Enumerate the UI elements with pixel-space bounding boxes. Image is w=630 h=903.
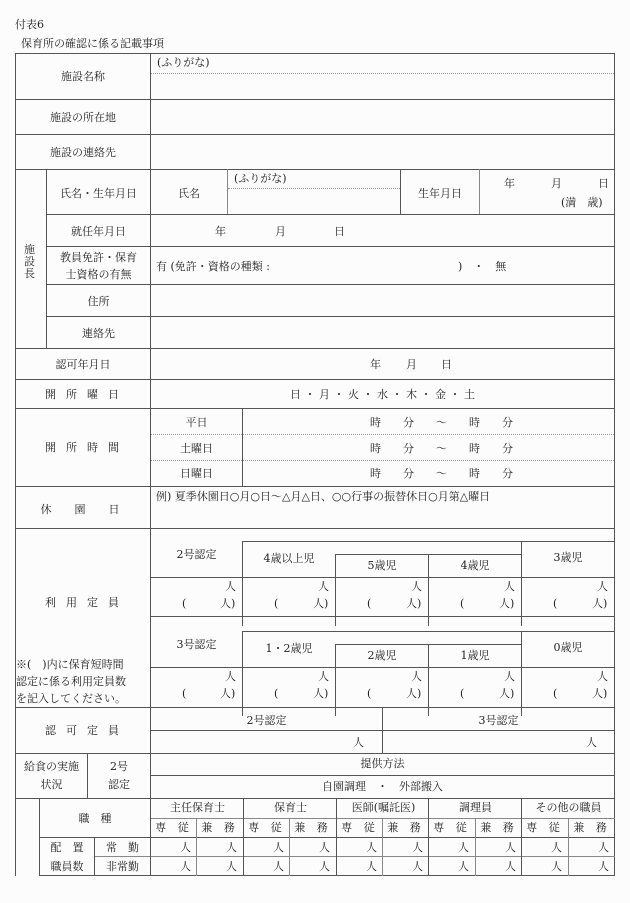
dob-year: 年: [504, 177, 515, 190]
staff-unit: 人: [598, 860, 609, 873]
capacity-unit: 人: [318, 670, 329, 683]
staff-unit: 人: [412, 841, 423, 854]
staff-count-input[interactable]: [291, 839, 317, 855]
closed-days-example[interactable]: 例) 夏季休園日○月○日～△月△日、○○行事の振替休日○月第△曜日: [156, 490, 491, 503]
capacity-paren-open: (: [460, 597, 465, 610]
director-address-field[interactable]: [152, 286, 612, 315]
open-hours-value[interactable]: 時 分 ～ 時 分: [370, 467, 513, 480]
staff-unit: 人: [412, 860, 423, 873]
row-line: [15, 134, 615, 135]
job-type-label: 職 種: [78, 812, 112, 825]
license-label-line1: 教員免許・保育: [60, 251, 137, 264]
row-line: [150, 616, 615, 617]
row-line: [150, 775, 615, 776]
approved-cert3-unit: 人: [586, 736, 597, 749]
capacity-age-label: 3歳児: [553, 551, 583, 564]
capacity-paren-open: (: [367, 687, 372, 700]
staff-unit: 人: [319, 841, 330, 854]
staff-unit: 人: [458, 841, 469, 854]
dob-month: 月: [551, 177, 562, 190]
capacity-unit: 人: [318, 580, 329, 593]
approval-day: 日: [441, 358, 452, 371]
row-line: [46, 284, 615, 285]
cell-line: [479, 169, 480, 215]
facility-name-field[interactable]: [152, 75, 612, 98]
staff-unit: 人: [505, 841, 516, 854]
closed-days-label: 休 園 日: [40, 503, 126, 516]
capacity-input[interactable]: [152, 668, 222, 684]
capacity-input[interactable]: [430, 578, 501, 594]
director-address-label: 住所: [87, 295, 110, 308]
capacity-short-hours-unit: 人): [313, 597, 329, 610]
capacity-short-hours-input[interactable]: [561, 686, 590, 701]
part-duty-label: 兼 務: [201, 821, 239, 834]
capacity-paren-open: (: [367, 597, 372, 610]
capacity-unit: 人: [504, 580, 515, 593]
director-name-label: 氏名: [178, 187, 200, 200]
meals-method-label: 提供方法: [360, 757, 405, 770]
capacity-cert-label: 2号認定: [176, 548, 217, 561]
capacity-unit: 人: [504, 670, 515, 683]
row-line: [15, 379, 615, 380]
staff-count-input[interactable]: [430, 839, 456, 855]
capacity-cert-label: 3号認定: [176, 638, 217, 651]
row-line: [46, 246, 615, 247]
appointed-year: 年: [215, 225, 226, 238]
capacity-age-label: 4歳児: [460, 559, 490, 572]
capacity-short-hours-unit: 人): [406, 597, 422, 610]
capacity-short-hours-unit: 人): [220, 597, 236, 610]
part-duty-label: 兼 務: [294, 821, 332, 834]
meals-cert-line2: 認定: [108, 778, 130, 791]
staff-unit: 人: [273, 860, 284, 873]
capacity-input[interactable]: [337, 578, 408, 594]
capacity-short-hours-input[interactable]: [468, 686, 497, 701]
open-hours-value[interactable]: 時 分 ～ 時 分: [370, 442, 513, 455]
row-line: [242, 541, 615, 542]
row-line: [39, 837, 615, 838]
staff-count-input[interactable]: [198, 858, 224, 874]
furigana-divider: [228, 188, 400, 189]
row-line: [15, 486, 615, 487]
license-no-option[interactable]: ) ・ 無: [458, 260, 507, 273]
page-title: 保育所の確認に係る記載事項: [21, 37, 164, 50]
row-line: [15, 348, 615, 349]
job-type: 医師(嘱託医): [351, 801, 416, 814]
facility-contact-field[interactable]: [152, 136, 612, 168]
capacity-short-hours-unit: 人): [592, 687, 608, 700]
director-contact-label: 連絡先: [82, 327, 115, 340]
staff-count-input[interactable]: [338, 839, 364, 855]
row-line: [242, 631, 615, 632]
staff-unit: 人: [598, 841, 609, 854]
approved-capacity-label: 認可定員: [45, 724, 129, 737]
staff-count-input[interactable]: [477, 839, 503, 855]
capacity-short-hours-unit: 人): [592, 597, 608, 610]
staff-count-input[interactable]: [570, 858, 596, 874]
row-divider: [151, 460, 614, 461]
staff-unit: 人: [319, 860, 330, 873]
staff-count-input[interactable]: [384, 839, 410, 855]
capacity-short-hours-input[interactable]: [190, 596, 218, 611]
row-line: [94, 856, 615, 857]
staff-unit: 人: [226, 860, 237, 873]
appointed-label: 就任年月日: [71, 225, 126, 238]
capacity-note-line1: ※( )内に保育短時間: [16, 658, 124, 671]
director-name-field[interactable]: [229, 190, 399, 213]
regular-label: 常 勤: [106, 841, 139, 854]
staff-count-input[interactable]: [338, 858, 364, 874]
capacity-unit: 人: [597, 580, 608, 593]
capacity-paren-open: (: [182, 597, 187, 610]
row-divider: [151, 434, 614, 435]
capacity-short-hours-unit: 人): [499, 687, 515, 700]
full-time-label: 専 従: [433, 821, 471, 834]
appointed-month: 月: [275, 225, 286, 238]
staff-count-input[interactable]: [477, 858, 503, 874]
approval-month: 月: [406, 358, 417, 371]
capacity-short-hours-input[interactable]: [468, 596, 497, 611]
director-furigana-label: (ふりがな): [234, 172, 287, 185]
capacity-paren-open: (: [274, 687, 279, 700]
capacity-age-label: 1歳児: [460, 649, 490, 662]
capacity-note-line3: を記入してください。: [16, 692, 126, 705]
capacity-short-hours-unit: 人): [220, 687, 236, 700]
facility-address-label: 施設の所在地: [50, 111, 116, 124]
capacity-paren-open: (: [274, 597, 279, 610]
director-group-label: 施設長: [24, 243, 35, 280]
cell-line: [227, 169, 228, 215]
meals-method-value[interactable]: 自園調理 ・ 外部搬入: [322, 780, 443, 793]
staff-count-input[interactable]: [198, 839, 224, 855]
capacity-paren-open: (: [460, 687, 465, 700]
meals-label-line1: 給食の実施: [24, 760, 79, 773]
license-label-line2: 士資格の有無: [65, 268, 132, 281]
row-line: [15, 169, 615, 170]
row-line: [46, 214, 615, 215]
staff-count-input[interactable]: [570, 839, 596, 855]
open-hours-day: 日曜日: [180, 467, 213, 480]
open-days-label: 開所曜日: [45, 388, 129, 401]
row-line: [15, 798, 615, 799]
staff-count-label-line1: 配 置: [50, 841, 84, 854]
open-hours-day: 土曜日: [180, 442, 213, 455]
capacity-paren-open: (: [553, 597, 558, 610]
facility-name-label: 施設名称: [61, 70, 105, 83]
row-line: [15, 528, 615, 529]
staff-unit: 人: [180, 860, 191, 873]
director-dob-label: 生年月日: [418, 187, 462, 200]
capacity-unit: 人: [597, 670, 608, 683]
staff-count-input[interactable]: [523, 839, 549, 855]
approval-date-label: 認可年月日: [55, 358, 111, 371]
capacity-unit: 人: [411, 580, 422, 593]
part-duty-label: 兼 務: [573, 821, 611, 834]
staff-unit: 人: [551, 860, 562, 873]
open-days-value[interactable]: 日 ・ 月 ・ 火 ・ 水 ・ 木 ・ 金 ・ 土: [290, 388, 475, 401]
approved-cert2-label: 2号認定: [246, 714, 287, 727]
staff-count-input[interactable]: [152, 839, 178, 855]
approved-cert2-unit: 人: [353, 736, 364, 749]
job-type: 主任保育士: [170, 801, 225, 814]
approval-year: 年: [370, 358, 381, 371]
approved-cert3-label: 3号認定: [478, 714, 519, 727]
capacity-short-hours-input[interactable]: [282, 596, 311, 611]
capacity-input[interactable]: [337, 668, 408, 684]
staff-count-input[interactable]: [245, 839, 271, 855]
capacity-input[interactable]: [430, 668, 501, 684]
capacity-short-hours-input[interactable]: [375, 596, 404, 611]
capacity-short-hours-input[interactable]: [375, 686, 404, 701]
staff-count-input[interactable]: [291, 858, 317, 874]
capacity-paren-open: (: [182, 687, 187, 700]
capacity-label: 利用定員: [45, 596, 129, 609]
full-time-label: 専 従: [155, 821, 193, 834]
staff-unit: 人: [366, 860, 377, 873]
capacity-age-label: 5歳児: [367, 559, 397, 572]
cell-line: [242, 408, 243, 486]
facility-furigana-label: (ふりがな): [157, 56, 210, 69]
row-line: [39, 875, 615, 876]
capacity-group-label: 1・2歳児: [265, 642, 313, 655]
job-type: 調理員: [459, 801, 492, 814]
director-contact-field[interactable]: [152, 318, 612, 347]
full-time-label: 専 従: [248, 821, 286, 834]
staff-count-label-line2: 職員数: [50, 860, 84, 873]
capacity-input[interactable]: [244, 668, 315, 684]
capacity-short-hours-input[interactable]: [282, 686, 311, 701]
staff-count-input[interactable]: [384, 858, 410, 874]
staff-unit: 人: [226, 841, 237, 854]
staff-unit: 人: [505, 860, 516, 873]
full-time-label: 専 従: [526, 821, 564, 834]
staff-count-input[interactable]: [523, 858, 549, 874]
dob-day: 日: [598, 177, 609, 190]
staff-unit: 人: [458, 860, 469, 873]
capacity-input[interactable]: [523, 578, 594, 594]
capacity-short-hours-unit: 人): [313, 687, 329, 700]
row-line: [46, 316, 615, 317]
full-time-label: 専 従: [341, 821, 379, 834]
open-hours-label: 開所時間: [45, 441, 129, 454]
open-hours-day: 平日: [185, 416, 208, 429]
meals-cert-line1: 2号: [110, 760, 128, 773]
staff-count-input[interactable]: [430, 858, 456, 874]
row-line: [15, 99, 615, 100]
part-duty-label: 兼 務: [480, 821, 518, 834]
job-type: 保育士: [274, 801, 307, 814]
capacity-short-hours-unit: 人): [499, 597, 515, 610]
facility-contact-label: 施設の連絡先: [50, 146, 116, 159]
part-duty-label: 兼 務: [387, 821, 425, 834]
row-line: [15, 707, 615, 708]
capacity-short-hours-input[interactable]: [190, 686, 218, 701]
capacity-note-line2: 認定に係る利用定員数: [16, 675, 126, 688]
capacity-unit: 人: [225, 580, 236, 593]
capacity-paren-open: (: [553, 687, 558, 700]
job-type: その他の職員: [535, 801, 602, 814]
staff-unit: 人: [551, 841, 562, 854]
director-age: (満 歳): [561, 196, 603, 209]
capacity-short-hours-unit: 人): [406, 687, 422, 700]
border-top: [15, 53, 615, 54]
open-hours-value[interactable]: 時 分 ～ 時 分: [370, 416, 513, 429]
capacity-input[interactable]: [523, 668, 594, 684]
capacity-age-label: 2歳児: [367, 649, 397, 662]
capacity-input[interactable]: [152, 578, 222, 594]
capacity-input[interactable]: [244, 578, 315, 594]
capacity-group-label: 4歳以上児: [263, 552, 315, 565]
facility-address-field[interactable]: [152, 101, 612, 133]
nonregular-label: 非常勤: [106, 860, 139, 873]
staff-count-input[interactable]: [152, 858, 178, 874]
staff-unit: 人: [273, 841, 284, 854]
staff-count-input[interactable]: [245, 858, 271, 874]
staff-unit: 人: [366, 841, 377, 854]
furigana-divider: [151, 73, 614, 74]
row-line: [150, 730, 615, 731]
appointed-day: 日: [334, 225, 345, 238]
table-number: 付表6: [15, 18, 44, 31]
capacity-unit: 人: [225, 670, 236, 683]
row-line: [15, 408, 615, 409]
license-yes-option[interactable]: 有 (免許・資格の種類 :: [156, 260, 270, 273]
capacity-age-label: 0歳児: [553, 641, 583, 654]
staff-unit: 人: [180, 841, 191, 854]
row-line: [15, 753, 615, 754]
capacity-unit: 人: [411, 670, 422, 683]
capacity-short-hours-input[interactable]: [561, 596, 590, 611]
meals-label-line2: 状況: [40, 778, 63, 791]
director-name-dob-label: 氏名・生年月日: [60, 187, 137, 200]
